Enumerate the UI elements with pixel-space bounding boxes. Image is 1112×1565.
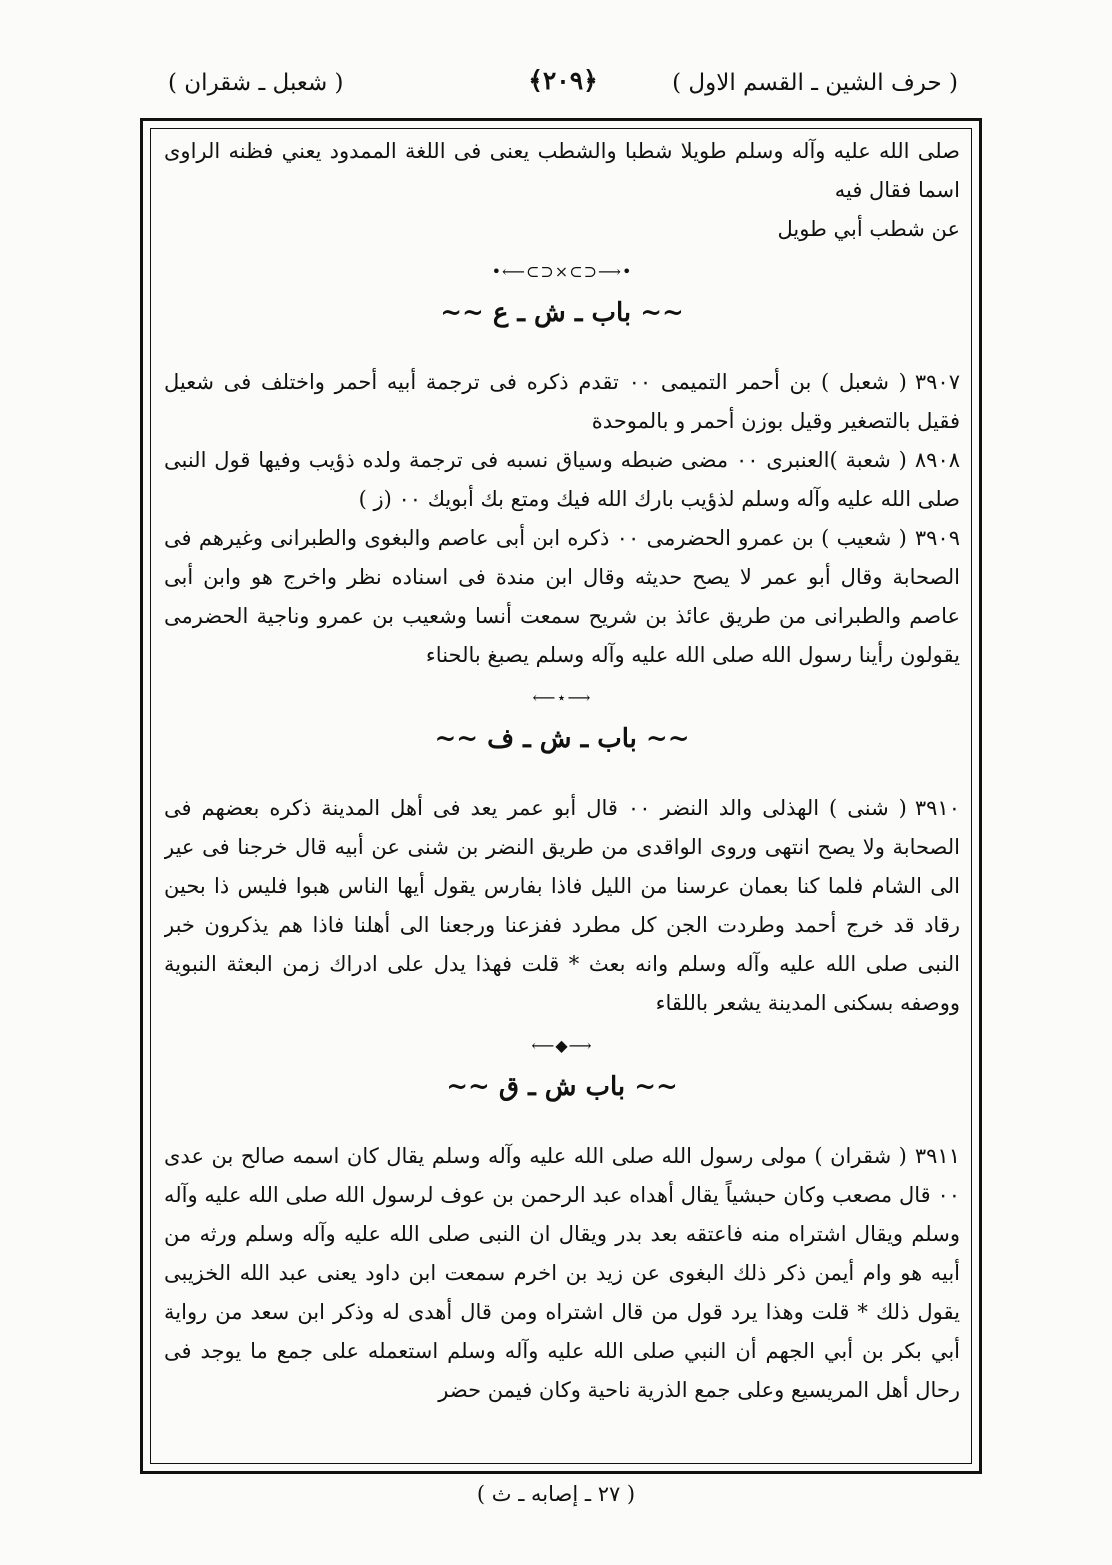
ornament-divider: ⟶◆⟵ — [531, 1036, 593, 1055]
chapter-heading-sh-ain: ~~ باب ـ ش ـ ع ~~ — [440, 298, 684, 328]
entry-3910 — [164, 789, 960, 1023]
chapter-heading-sh-qaf: ~~ باب ش ـ ق ~~ — [446, 1072, 678, 1102]
header-section-title: ( حرف الشين ـ القسم الاول ) — [672, 70, 958, 96]
page-header — [168, 64, 958, 110]
entry-3908 — [164, 441, 960, 519]
ornament-divider: •⟶⊂⊃⨯⊂⊃⟵• — [491, 262, 633, 281]
header-entry-range: ( شعبل ـ شقران ) — [168, 70, 344, 96]
entry-3911 — [164, 1137, 960, 1410]
entry-3909 — [164, 519, 960, 675]
chapter-heading-sh-fa: ~~ باب ـ ش ـ ف ~~ — [434, 724, 690, 754]
header-page-number: ﴿٢٠٩﴾ — [528, 66, 598, 95]
entry-number: ٣٩٠٧ — [914, 370, 960, 394]
entry-number: ٣٩١١ — [914, 1144, 960, 1168]
page-footer-signature: ( ٢٧ ـ إصابه ـ ث ) — [476, 1482, 636, 1506]
entry-text: ( شعبل ) بن أحمر التميمى ٠٠ تقدم ذكره فى ترجمة أبيه أحمر واختلف فى شعيل فقيل بالتصغير وقيل بوزن أحمر و بالموحدة — [164, 370, 960, 433]
entry-number: ٣٩١٠ — [914, 796, 960, 820]
ornament-divider: ⟶⋆⟵ — [532, 688, 592, 707]
entry-text: ( شعبة )العنبرى ٠٠ مضى ضبطه وسياق نسبه فى ترجمة ولده ذؤيب وفيها قول النبى صلى الله عليه وآله وسلم لذؤيب بارك الله فيك ومتع بك أبويك ٠٠ (ز ) — [164, 448, 960, 511]
entry-text: ( شقران ) مولى رسول الله صلى الله عليه وآله وسلم يقال كان اسمه صالح بن عدى ٠٠ قال مصعب وكان حبشياً يقال أهداه عبد الرحمن بن عوف لرسول الله صلى الله عليه وآله وسلم ويقال اشتراه منه فاعتقه بعد بدر ويقال ان النبى صلى الله عليه وآله وسلم ورثه من أبيه هو وام أيمن ذكر ذلك البغوى عن زيد بن اخرم سمعت ابن داود يعنى عبد الله الخزيبى يقول ذلك * قلت وهذا يرد قول من قال اشتراه ومن قال أهدى له وذكر ابن سعد من رواية أبي بكر بن أبي الجهم أن النبي صلى الله عليه وآله وسلم استعمله على جمع ما يوجد فى رحال أهل المريسيع وعلى جمع الذرية ناحية وكان فيمن حضر — [164, 1144, 960, 1402]
entry-number: ٨٩٠٨ — [914, 448, 960, 472]
entry-text: ( شعيب ) بن عمرو الحضرمى ٠٠ ذكره ابن أبى عاصم والبغوى والطبرانى وغيرهم فى الصحابة وقال أبو عمر لا يصح حديثه وقال ابن مندة فى اسناده نظر واخرج هو وابن أبى عاصم والطبرانى من طريق عائذ بن شريح سمعت أنسا وشعيب بن عمرو وناجية الحضرمى يقولون رأينا رسول الله صلى الله عليه وآله وسلم يصبغ بالحناء — [164, 526, 960, 667]
entry-3907 — [164, 363, 960, 441]
entry-text: ( شنى ) الهذلى والد النضر ٠٠ قال أبو عمر يعد فى أهل المدينة ذكره بعضهم فى الصحابة ولا يصح انتهى وروى الواقدى من طريق النضر بن شنى عن أبيه قال خرجنا فى عير الى الشام فلما كنا بعمان عرسنا من الليل فاذا بفارس يقول أيها الناس هبوا فليس ذا بحين رقاد قد خرج أحمد وطردت الجن كل مطرد ففزعنا ورجعنا الى أهلنا فاذا هم يذكرون خبر النبى صلى الله عليه وآله وسلم وانه بعث * قلت فهذا يدل على ادراك زمن البعثة النبوية ووصفه بسكنى المدينة يشعر باللقاء — [164, 796, 960, 1015]
intro-line-2: عن شطب أبي طويل — [777, 217, 960, 241]
entry-number: ٣٩٠٩ — [914, 526, 960, 550]
page-body — [164, 132, 960, 1462]
intro-line-1: صلى الله عليه وآله وسلم طويلا شطبا والشطب يعنى فى اللغة الممدود يعني فظنه الراوى اسما فقال فيه — [164, 139, 960, 202]
